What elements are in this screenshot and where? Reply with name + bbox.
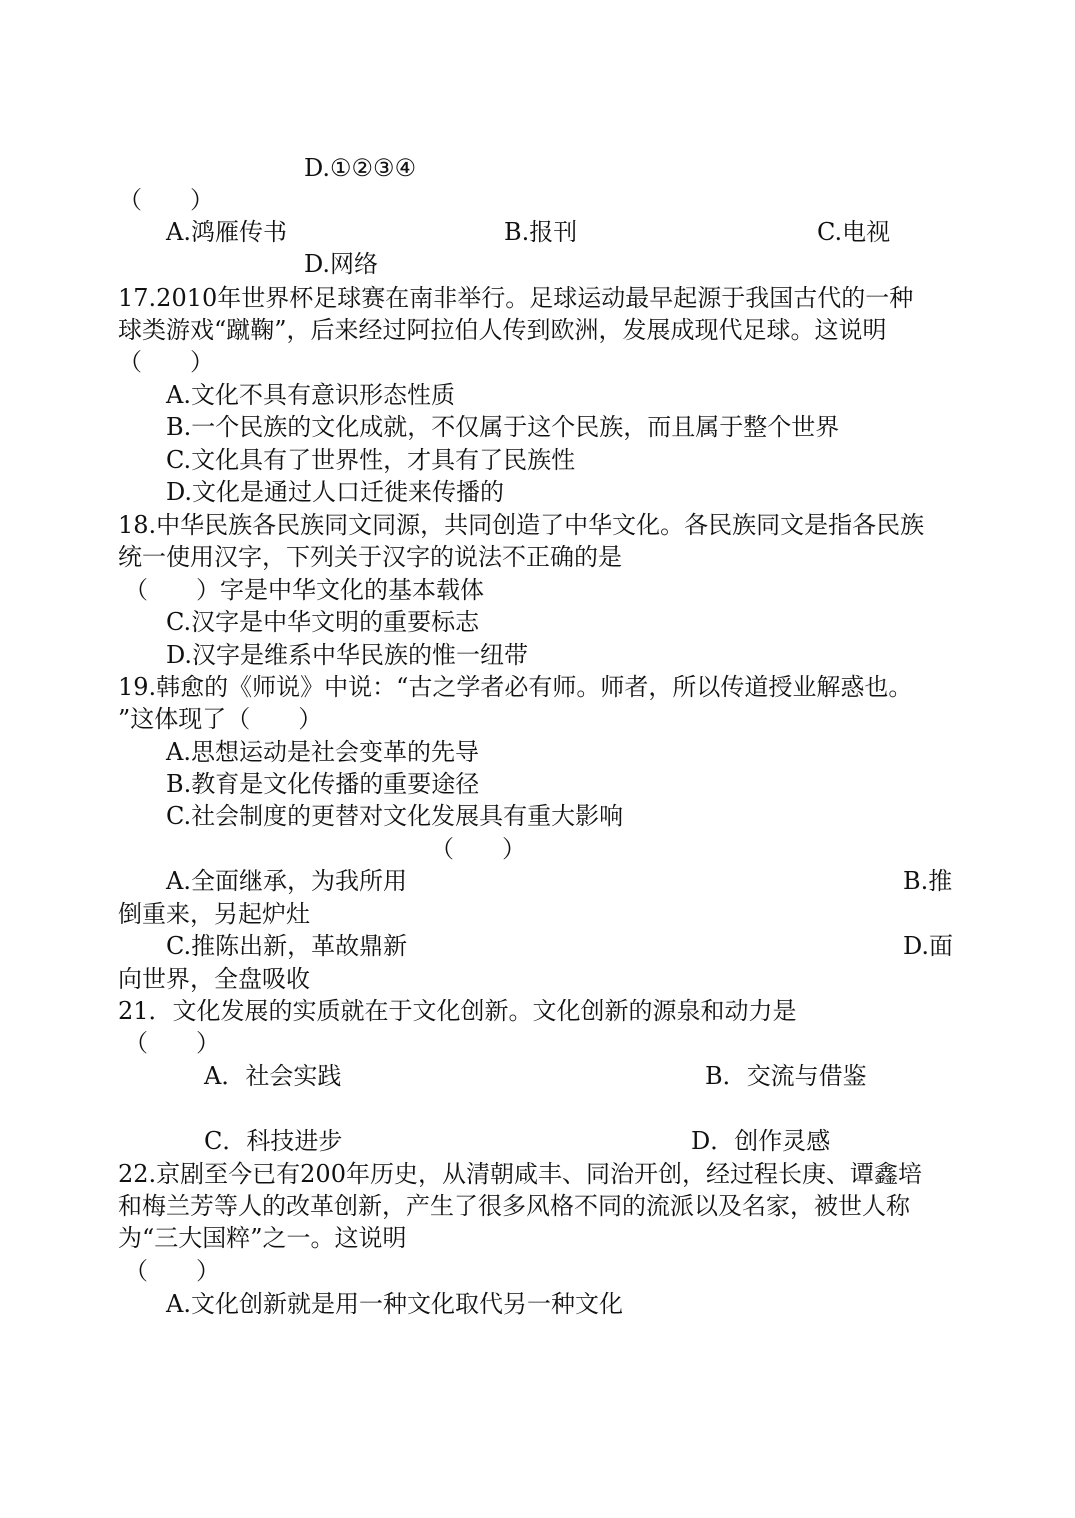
question-18-line-1: 18.中华民族各民族同文同源，共同创造了中华文化。各民族同文是指各民族 — [118, 511, 925, 539]
option-c: C.社会制度的更替对文化发展具有重大影响 — [166, 802, 624, 830]
option-c: C.文化具有了世界性，才具有了民族性 — [166, 446, 576, 474]
option-b: B.报刊 — [504, 218, 578, 246]
option-b-start: B.推 — [903, 867, 953, 895]
answer-blank: （ ） — [118, 348, 214, 376]
option-d-continued: 向世界，全盘吸收 — [118, 965, 310, 993]
option-c: C.电视 — [817, 218, 891, 246]
option-a: A.文化创新就是用一种文化取代另一种文化 — [166, 1290, 623, 1318]
option-a: A.鸿雁传书 — [166, 218, 287, 246]
option-d: D.汉字是维系中华民族的惟一纽带 — [166, 641, 529, 669]
option-a: A．社会实践 — [204, 1062, 342, 1090]
option-d: D.网络 — [304, 250, 379, 278]
option-c: C.推陈出新，革故鼎新 — [166, 932, 408, 960]
option-b: B.一个民族的文化成就，不仅属于这个民族，而且属于整个世界 — [166, 413, 840, 441]
option-a: A.文化不具有意识形态性质 — [166, 381, 455, 409]
option-d: D.文化是通过人口迁徙来传播的 — [166, 478, 505, 506]
option-d-start: D.面 — [903, 932, 954, 960]
question-17-line-1: 17.2010年世界杯足球赛在南非举行。足球运动最早起源于我国古代的一种 — [118, 284, 914, 312]
question-17-line-2: 球类游戏“蹴鞠”，后来经过阿拉伯人传到欧洲，发展成现代足球。这说明 — [118, 316, 887, 344]
option-a: A.全面继承，为我所用 — [166, 867, 407, 895]
question-18-line-2: 统一使用汉字，下列关于汉字的说法不正确的是 — [118, 543, 622, 571]
question-22-line-2: 和梅兰芳等人的改革创新，产生了很多风格不同的流派以及名家，被世人称 — [118, 1192, 910, 1220]
question-19-line-2: ”这体现了（ ） — [118, 705, 323, 733]
option-c: C．科技进步 — [204, 1127, 343, 1155]
option-d-line: D.①②③④ — [304, 154, 417, 182]
question-18-line-3: （ ）字是中华文化的基本载体 — [124, 576, 484, 604]
option-b-continued: 倒重来，另起炉灶 — [118, 900, 310, 928]
option-a: A.思想运动是社会变革的先导 — [166, 738, 479, 766]
option-b: B．交流与借鉴 — [705, 1062, 867, 1090]
question-22-line-3: 为“三大国粹”之一。这说明 — [118, 1224, 407, 1252]
option-c: C.汉字是中华文明的重要标志 — [166, 608, 480, 636]
question-21-line-1: 21．文化发展的实质就在于文化创新。文化创新的源泉和动力是 — [118, 997, 797, 1025]
answer-blank: （ ） — [124, 1029, 220, 1057]
question-19-line-1: 19.韩愈的《师说》中说：“古之学者必有师。师者，所以传道授业解惑也。 — [118, 673, 913, 701]
question-22-line-1: 22.京剧至今已有200年历史，从清朝咸丰、同治开创，经过程长庚、谭鑫培 — [118, 1160, 922, 1188]
answer-blank: （ ） — [118, 186, 214, 214]
option-b: B.教育是文化传播的重要途径 — [166, 770, 480, 798]
option-d: D．创作灵感 — [691, 1127, 831, 1155]
answer-blank: （ ） — [430, 835, 526, 863]
answer-blank: （ ） — [124, 1257, 220, 1285]
